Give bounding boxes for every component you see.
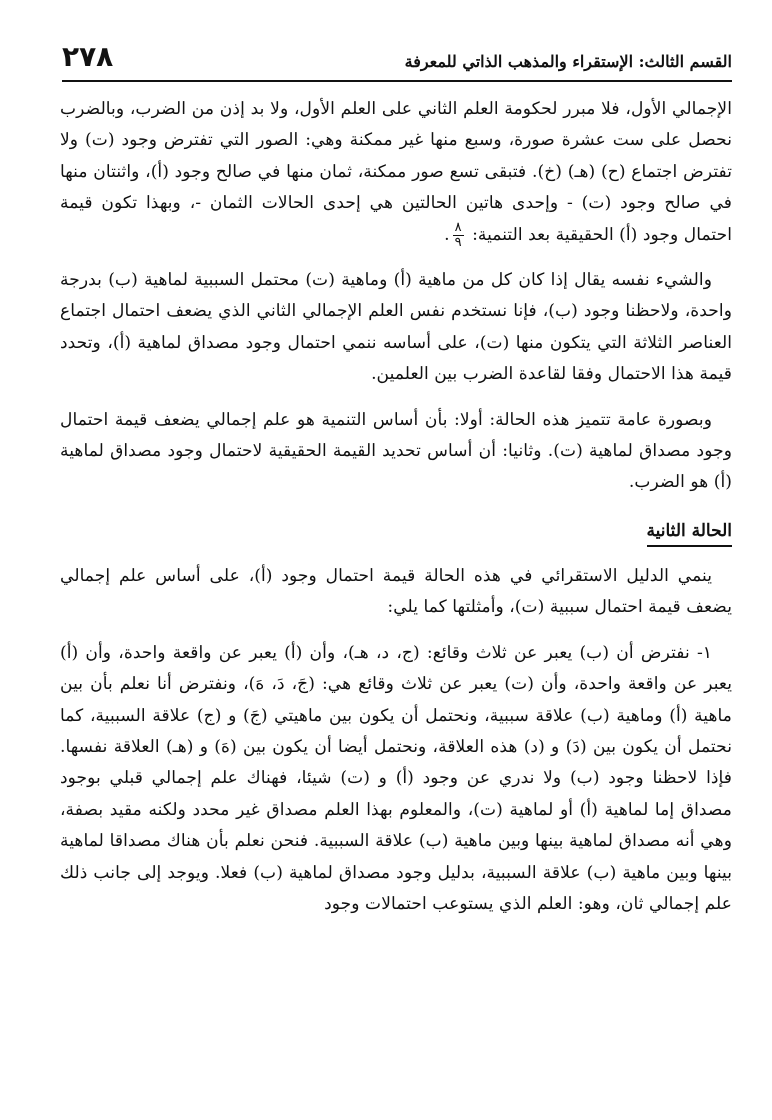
page-number: ٢٧٨ [62,40,114,73]
section-heading: الحالة الثانية [647,517,732,547]
fraction-denominator: ٩ [454,234,462,250]
paragraph-1-end: . [444,224,450,245]
paragraph-4: ينمي الدليل الاستقرائي في هذه الحالة قيمة احتمال وجود (أ)، على أساس علم إجمالي يضعف قيمة احتمال سببية (ت)، وأمثلتها كما يلي: [60,565,732,618]
section-heading-wrap [60,513,732,561]
page-header [62,40,732,82]
paragraph-3: وبصورة عامة تتميز هذه الحالة: أولا: بأن أساس التنمية هو علم إجمالي يضعف قيمة احتمال وجود مصداق لماهية (ت). وثانيا: أن أساس تحديد القيمة الحقيقية لاحتمال وجود مصداق لماهية (أ) هو الضرب. [60,409,732,493]
running-title: القسم الثالث: الإستقراء والمذهب الذاتي للمعرفة [404,52,732,71]
paragraph-2: والشيء نفسه يقال إذا كان كل من ماهية (أ) وماهية (ت) محتمل السببية لماهية (ب) بدرجة واحدة، ولاحظنا وجود (ب)، فإنا نستخدم نفس العلم الإجمالي الثاني الذي يضعف احتمال اجتماع العناصر الثلاثة التي يتكون منها (ت)، على أساسه ننمي احتمال وجود مصداق لماهية (أ)، وتحدد قيمة هذا الاحتمال وفقا لقاعدة الضرب بين العلمين. [60,270,732,385]
paragraph-5: ١- نفترض أن (ب) يعبر عن ثلاث وقائع: (ج، د، هـ)، وأن (أ) يعبر عن واقعة واحدة، وأن (أ) يعبر عن واقعة واحدة، وأن (ت) يعبر عن ثلاث وقائع هي: (جَ، دَ، هَ)، ونفترض أنا نعلم بأن بين ماهية (أ) وماهية (ب) علاقة سببية، ونحتمل أن يكون بين ماهيتي (جَ) و (ج) علاقة السببية، كما نحتمل أن يكون بين (دَ) و (د) هذه العلاقة، ونحتمل أيضا أن يكون بين (هَ) و (هـ) العلاقة نفسها. فإذا لاحظنا وجود (ب) ولا ندري عن وجود (أ) و (ت) شيئا، فهناك علم إجمالي قبلي بوجود مصداق إما لماهية (أ) أو لماهية (ت)، والمعلوم بهذا العلم مصداق غير محدد ولكنه مقيد بصفة، وهي أنه مصداق لماهية بينها وبين ماهية (ب) علاقة السببية. فنحن نعلم بأن هناك مصداقا لماهية بينها وبين ماهية (ب) علاقة السببية، بدليل وجود مصداق لماهية (ب) فعلا. ويوجد إلى جانب ذلك علم إجمالي ثان، وهو: العلم الذي يستوعب احتمالات وجود [60,642,732,914]
paragraph-1-text: الإجمالي الأول، فلا مبرر لحكومة العلم الثاني على العلم الأول، ولا بد إذن من الضرب، وبالضرب نحصل على ست عشرة صورة، وسبع منها غير ممكنة وهي: الصور التي تفترض وجود (ت) ولا تفترض اجتماع (ح) (هـ) (خ). فتبقى تسع صور ممكنة، ثمان منها في صالح وجود (أ)، واثنتان منها في صالح وجود (ت) - وإحدى هاتين الحالتين هي إحدى الحالات الثمان -، وبهذا تكون قيمة احتمال وجود (أ) الحقيقية بعد التنمية: [60,99,732,245]
fraction-numerator: ٨ [454,219,462,235]
paragraph-1 [60,94,732,251]
fraction-eight-ninths [453,221,464,250]
page-body [60,94,732,934]
